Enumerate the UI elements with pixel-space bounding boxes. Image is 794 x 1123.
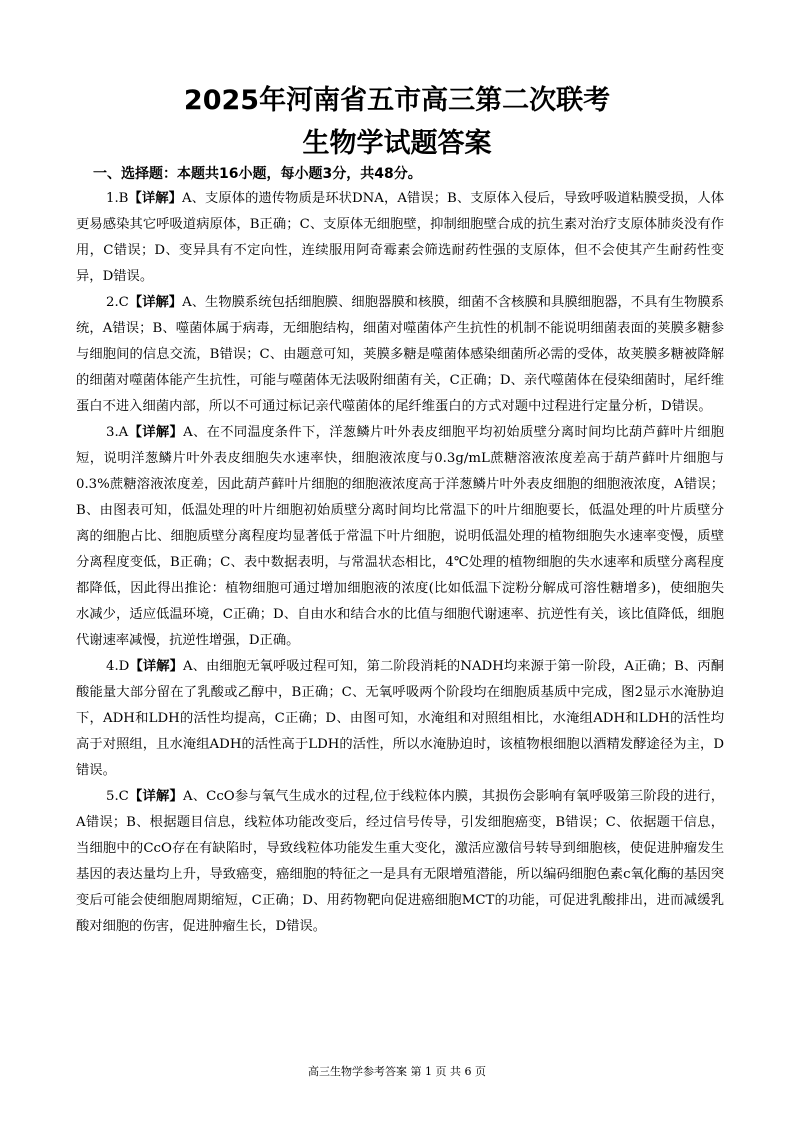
answer-text: A、由细胞无氧呼吸过程可知，第二阶段消耗的NADH均来源于第一阶段，A正确；B、丙酮酸能量大部分留在了乳酸或乙醇中，B正确；C、无氧呼吸两个阶段均在细胞质基质中完成，图2显示水淹胁迫下，ADH和LDH的活性均提高，C正确；D、由图可知，水淹组和对照组相比，水淹组ADH和LDH的活性均高于对照组，且水淹组ADH的活性高于LDH的活性，所以水淹胁迫时，该植物根细胞以酒精发酵途径为主，D错误。 <box>76 659 724 778</box>
explanation-tag: 【详解】 <box>129 659 183 674</box>
answer-text: A、生物膜系统包括细胞膜、细胞器膜和核膜，细菌不含核膜和具膜细胞器，不具有生物膜系统，A错误；B、噬菌体属于病毒，无细胞结构，细菌对噬菌体产生抗性的机制不能说明细菌表面的荚膜多糖参与细胞间的信息交流，B错误；C、由题意可知，荚膜多糖是噬菌体感染细菌所必需的受体，故荚膜多糖被降解的细菌对噬菌体能产生抗性，可能与噬菌体无法吸附细菌有关，C正确；D、亲代噬菌体在侵染细菌时，尾纤维蛋白不进入细菌内部，所以不可通过标记亲代噬菌体的尾纤维蛋白的方式对题中过程进行定量分析，D错误。 <box>76 295 725 414</box>
explanation-tag: 【详解】 <box>128 789 183 804</box>
explanation-tag: 【详解】 <box>128 425 184 440</box>
section-heading: 一、选择题：本题共16小题，每小题3分，共48分。 <box>93 166 422 182</box>
answer-item-1 <box>76 186 724 290</box>
answer-item-3 <box>76 420 724 654</box>
answer-label: 1.B <box>106 191 129 206</box>
answer-label: 3.A <box>106 425 129 440</box>
answer-text: A、在不同温度条件下，洋葱鳞片叶外表皮细胞平均初始质壁分离时间均比葫芦藓叶片细胞短，说明洋葱鳞片叶外表皮细胞失水速率快，细胞液浓度与0.3g/mL蔗糖溶液浓度差高于葫芦藓叶片细胞与0.3%蔗糖溶液浓度差，因此葫芦藓叶片细胞的细胞液浓度高于洋葱鳞片叶外表皮细胞的细胞液浓度，A错误；B、由图表可知，低温处理的叶片细胞初始质壁分离时间均比常温下的叶片细胞要长，低温处理的叶片质壁分离的细胞占比、细胞质壁分离程度均显著低于常温下叶片细胞，说明低温处理的植物细胞失水速率变慢，质壁分离程度变低，B正确；C、表中数据表明，与常温状态相比，4℃处理的植物细胞的失水速率和质壁分离程度都降低，因此得出推论：植物细胞可通过增加细胞液的浓度(比如低温下淀粉分解成可溶性糖增多)，使细胞失水减少，适应低温环境，C正确；D、自由水和结合水的比值与细胞代谢速率、抗逆性有关，该比值降低，细胞代谢速率减慢，抗逆性增强，D正确。 <box>76 425 725 648</box>
answer-label: 4.D <box>106 659 130 674</box>
answer-text: A、支原体的遗传物质是环状DNA，A错误；B、支原体入侵后，导致呼吸道粘膜受损，人体更易感染其它呼吸道病原体，B正确；C、支原体无细胞壁，抑制细胞壁合成的抗生素对治疗支原体肺炎没有作用，C错误；D、变异具有不定向性，连续服用阿奇霉素会筛选耐药性强的支原体，但不会使其产生耐药性变异，D错误。 <box>76 191 725 284</box>
page-footer: 高三生物学参考答案 第 1 页 共 6 页 <box>308 1065 486 1078</box>
answer-label: 5.C <box>106 789 129 804</box>
answer-list <box>76 186 724 940</box>
explanation-tag: 【详解】 <box>128 295 183 310</box>
answer-item-2 <box>76 290 724 420</box>
exam-title: 2025年河南省五市高三第二次联考 <box>183 85 611 116</box>
answer-item-4 <box>76 654 724 784</box>
answer-label: 2.C <box>106 295 129 310</box>
answer-text: A、CcO参与氧气生成水的过程,位于线粒体内膜，其损伤会影响有氧呼吸第三阶段的进行，A错误；B、根据题目信息，线粒体功能改变后，经过信号传导，引发细胞癌变，B错误；C、依据题干信息，当细胞中的CcO存在有缺陷时，导致线粒体功能发生重大变化，激活应激信号转导到细胞核，使促进肿瘤发生基因的表达量均上升，导致癌变，癌细胞的特征之一是具有无限增殖潜能，所以编码细胞色素c氧化酶的基因突变后可能会使细胞周期缩短，C正确；D、用药物靶向促进癌细胞MCT的功能，可促进乳酸排出，进而减缓乳酸对细胞的伤害，促进肿瘤生长，D错误。 <box>76 789 725 934</box>
explanation-tag: 【详解】 <box>128 191 182 206</box>
answer-title: 生物学试题答案 <box>302 128 492 159</box>
answer-item-5 <box>76 784 724 940</box>
